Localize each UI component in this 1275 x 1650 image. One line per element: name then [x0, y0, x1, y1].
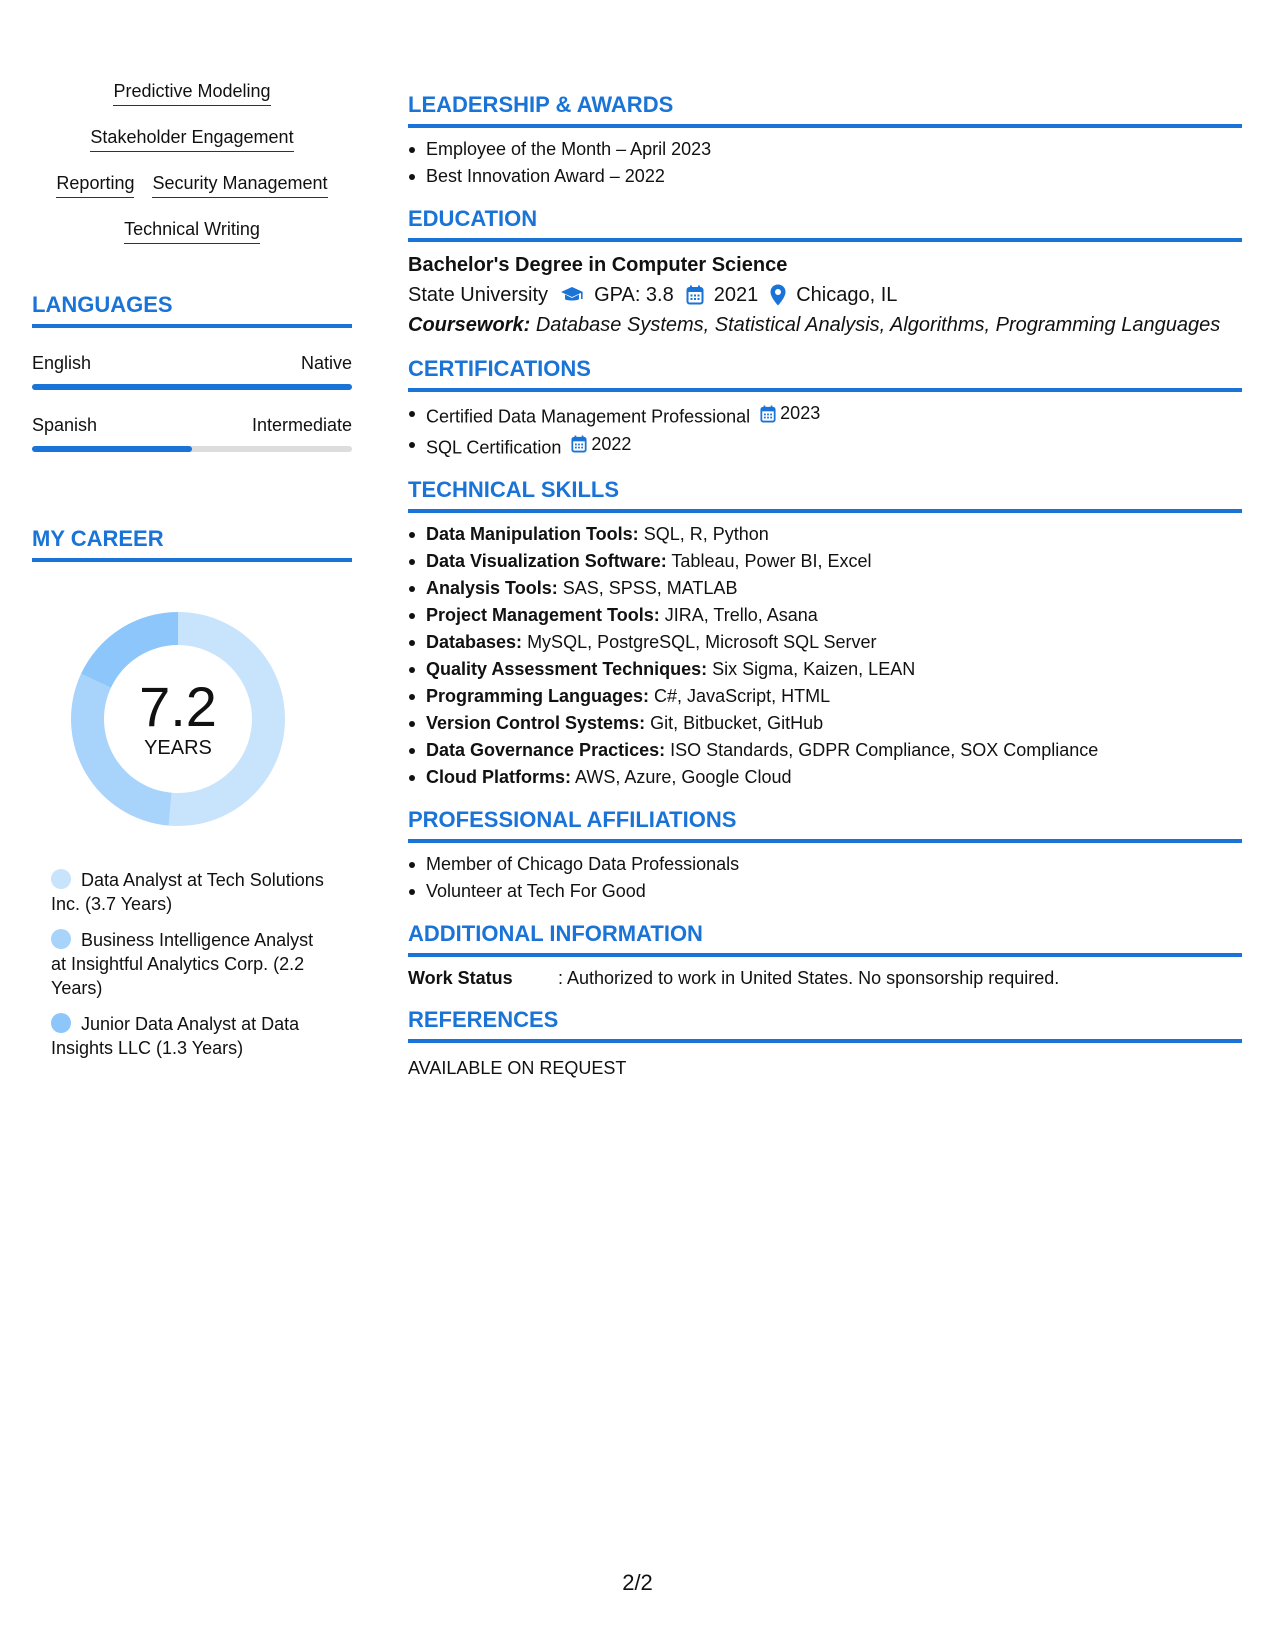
list-item: Best Innovation Award – 2022: [408, 163, 1242, 190]
legend-dot: [51, 1013, 71, 1033]
technical-skills-heading: TECHNICAL SKILLS: [408, 477, 1242, 513]
list-item: [408, 548, 1242, 575]
references-heading: REFERENCES: [408, 1007, 1242, 1043]
skill-value: Six Sigma, Kaizen, LEAN: [712, 659, 916, 679]
list-item: Member of Chicago Data Professionals: [408, 851, 1242, 878]
education-heading: EDUCATION: [408, 206, 1242, 242]
career-legend-item: [51, 1012, 331, 1060]
school-name: State University: [408, 284, 549, 306]
legend-dot: [51, 929, 71, 949]
language-level: Intermediate: [251, 415, 352, 435]
skill-label: Version Control Systems:: [426, 713, 646, 733]
list-item: [408, 629, 1242, 656]
skill-value: SAS, SPSS, MATLAB: [562, 578, 738, 598]
left-column: [32, 80, 352, 1072]
skill-tag: Technical Writing: [124, 218, 260, 244]
language-bar: [32, 384, 352, 390]
legend-label: Junior Data Analyst at Data Insights LLC (1.3 Years): [51, 1014, 300, 1058]
list-item: [408, 656, 1242, 683]
work-status-value: : Authorized to work in United States. No sponsorship required.: [558, 968, 1060, 988]
list-item: [408, 575, 1242, 602]
certifications-section: [408, 356, 1242, 461]
skill-label: Data Manipulation Tools:: [426, 524, 639, 544]
list-item: [408, 737, 1242, 764]
skill-value: Git, Bitbucket, GitHub: [650, 713, 824, 733]
coursework-value: Database Systems, Statistical Analysis, Algorithms, Programming Languages: [535, 314, 1221, 336]
technical-skills-section: [408, 477, 1242, 791]
skill-value: MySQL, PostgreSQL, Microsoft SQL Server: [527, 632, 877, 652]
skill-value: Tableau, Power BI, Excel: [671, 551, 872, 571]
degree-title: Bachelor's Degree in Computer Science: [408, 254, 788, 276]
skill-label: Data Visualization Software:: [426, 551, 667, 571]
skill-value: SQL, R, Python: [643, 524, 769, 544]
work-status-label: Work Status: [408, 968, 513, 988]
skill-value: ISO Standards, GDPR Compliance, SOX Compliance: [670, 740, 1099, 760]
languages-heading: LANGUAGES: [32, 292, 352, 328]
affiliations-section: [408, 807, 1242, 905]
list-item: [408, 521, 1242, 548]
legend-dot: [51, 869, 71, 889]
list-item: Volunteer at Tech For Good: [408, 878, 1242, 905]
skill-label: Databases:: [426, 632, 523, 652]
career-legend-item: [51, 868, 331, 916]
list-item: [408, 764, 1242, 791]
leadership-heading: LEADERSHIP & AWARDS: [408, 92, 1242, 128]
skill-tag: Predictive Modeling: [113, 80, 270, 106]
gpa: GPA: 3.8: [594, 284, 674, 306]
leadership-section: [408, 92, 1242, 190]
location-pin-icon: [770, 284, 786, 306]
education-location: Chicago, IL: [796, 284, 898, 306]
right-column: [408, 92, 1242, 1097]
language-item: [32, 414, 352, 452]
skill-value: JIRA, Trello, Asana: [664, 605, 818, 625]
career-legend: [51, 868, 331, 1060]
skill-label: Cloud Platforms:: [426, 767, 572, 787]
career-section: [32, 526, 352, 1060]
list-item: [408, 602, 1242, 629]
language-bar: [32, 446, 352, 452]
career-heading: MY CAREER: [32, 526, 352, 562]
language-name: Spanish: [32, 415, 98, 435]
certification-year: 2022: [591, 433, 632, 454]
skill-value: AWS, Azure, Google Cloud: [575, 767, 792, 787]
skill-tag: Reporting: [56, 172, 134, 198]
career-donut-chart: [65, 606, 291, 832]
skill-label: Analysis Tools:: [426, 578, 558, 598]
skill-label: Programming Languages:: [426, 686, 650, 706]
certification-year: 2023: [780, 403, 821, 423]
skill-tags: [32, 80, 352, 244]
language-name: English: [32, 353, 92, 373]
skill-tag: Stakeholder Engagement: [90, 126, 293, 152]
language-level: Native: [300, 353, 352, 373]
skill-label: Quality Assessment Techniques:: [426, 659, 708, 679]
graduation-cap-icon: [560, 286, 584, 304]
list-item: [408, 683, 1242, 710]
certification-name: SQL Certification: [426, 437, 562, 457]
references-text: AVAILABLE ON REQUEST: [408, 1058, 627, 1078]
languages-section: [32, 292, 352, 452]
career-years-unit: YEARS: [144, 737, 212, 759]
coursework-label: Coursework:: [408, 314, 531, 336]
calendar-icon: [760, 405, 776, 423]
list-item: Employee of the Month – April 2023: [408, 136, 1242, 163]
affiliations-heading: PROFESSIONAL AFFILIATIONS: [408, 807, 1242, 843]
education-section: [408, 206, 1242, 340]
skill-label: Data Governance Practices:: [426, 740, 666, 760]
calendar-icon: [571, 435, 587, 453]
references-section: [408, 1007, 1242, 1081]
certifications-heading: CERTIFICATIONS: [408, 356, 1242, 392]
list-item: [408, 710, 1242, 737]
career-legend-item: [51, 928, 331, 1000]
list-item: [408, 400, 1242, 431]
skill-label: Project Management Tools:: [426, 605, 660, 625]
list-item: [408, 431, 1242, 462]
graduation-year: 2021: [713, 284, 759, 306]
career-total-years: 7.2: [139, 675, 217, 738]
language-item: [32, 352, 352, 390]
skill-value: C#, JavaScript, HTML: [654, 686, 831, 706]
certification-name: Certified Data Management Professional: [426, 406, 751, 427]
coursework: [408, 310, 1242, 340]
skill-tag: Security Management: [152, 172, 327, 198]
language-bar-fill: [32, 384, 352, 390]
legend-label: Data Analyst at Tech Solutions Inc. (3.7 Years): [51, 870, 324, 914]
calendar-icon: [686, 285, 704, 305]
page-number: 2/2: [622, 1570, 653, 1595]
language-bar-fill: [32, 446, 192, 452]
additional-info-heading: ADDITIONAL INFORMATION: [408, 921, 1242, 957]
legend-label: Business Intelligence Analyst at Insightful Analytics Corp. (2.2 Years): [51, 930, 314, 998]
additional-info-section: [408, 921, 1242, 991]
